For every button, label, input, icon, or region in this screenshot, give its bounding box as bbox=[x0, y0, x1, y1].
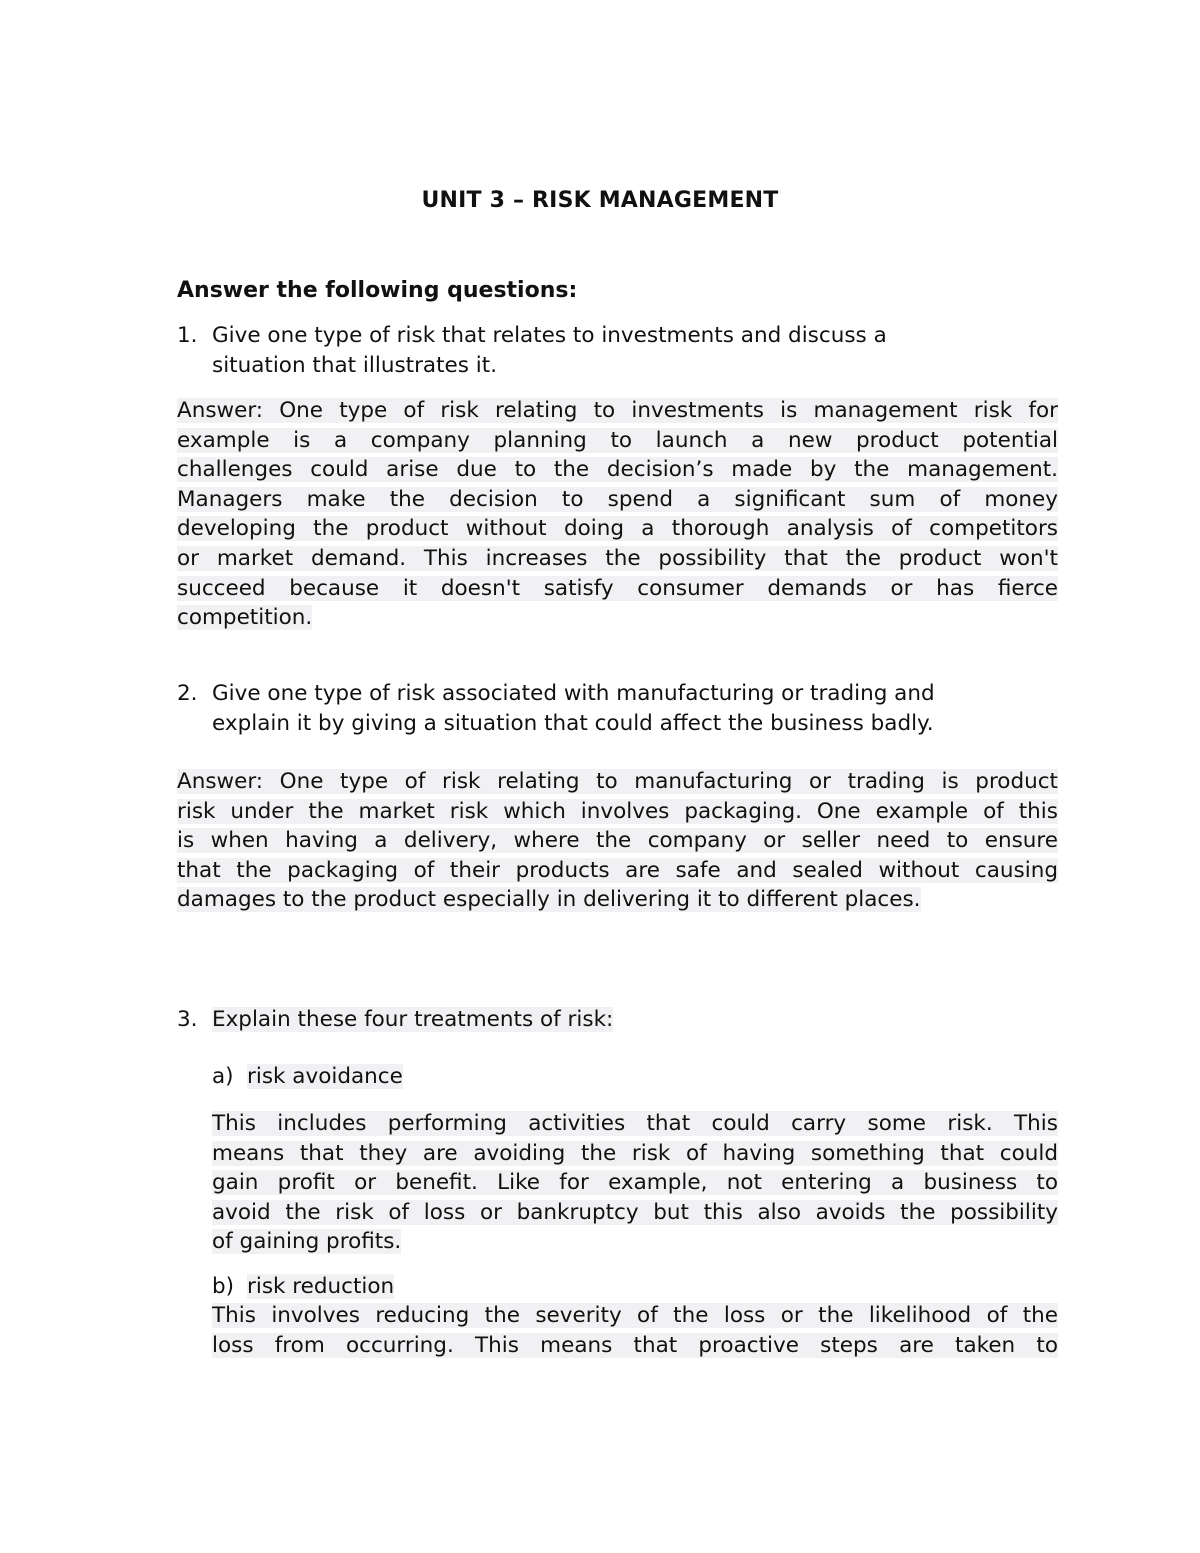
question-number: 2. bbox=[177, 681, 198, 706]
answer-1 bbox=[177, 396, 1058, 633]
answer-line: gain profit or benefit. Like for example, not entering a business to bbox=[212, 1170, 1058, 1196]
question-line: Give one type of risk associated with manufacturing or trading and bbox=[212, 681, 935, 706]
answer-line: example is a company planning to launch a new product potential bbox=[177, 427, 1058, 453]
answer-2 bbox=[177, 767, 1058, 915]
answer-line: This includes performing activities that could carry some risk. This bbox=[212, 1111, 1058, 1136]
answer-line: of gaining profits. bbox=[212, 1229, 402, 1255]
subitem-risk-avoidance bbox=[212, 1062, 403, 1092]
answer-line: is when having a delivery, where the company or seller need to ensure bbox=[177, 828, 1058, 854]
answer-line: succeed because it doesn't satisfy consumer demands or has fierce bbox=[177, 575, 1058, 601]
answer-line: developing the product without doing a thorough analysis of competitors bbox=[177, 516, 1058, 542]
subitem-label: risk reduction bbox=[247, 1274, 395, 1299]
question-line: situation that illustrates it. bbox=[212, 352, 498, 378]
answer-line: Answer: One type of risk relating to investments is management risk for bbox=[177, 398, 1058, 423]
answer-line: Answer: One type of risk relating to manufacturing or trading is product bbox=[177, 769, 1058, 794]
answer-line: or market demand. This increases the possibility that the product won't bbox=[177, 545, 1058, 571]
subitem-risk-reduction bbox=[212, 1272, 394, 1302]
answer-line: This involves reducing the severity of the loss or the likelihood of the bbox=[212, 1303, 1058, 1328]
subitem-letter: b) bbox=[212, 1274, 235, 1299]
subitem-label: risk avoidance bbox=[247, 1064, 403, 1089]
document-title: UNIT 3 – RISK MANAGEMENT bbox=[421, 188, 779, 213]
question-number: 3. bbox=[177, 1007, 198, 1032]
question-3 bbox=[177, 1005, 1057, 1035]
answer-line: damages to the product especially in delivering it to different places. bbox=[177, 887, 921, 913]
answer-line: competition. bbox=[177, 605, 313, 631]
question-line: explain it by giving a situation that could affect the business badly. bbox=[212, 710, 934, 736]
answer-line: avoid the risk of loss or bankruptcy but this also avoids the possibility bbox=[212, 1199, 1058, 1225]
question-line: Give one type of risk that relates to investments and discuss a bbox=[212, 323, 887, 348]
subitem-letter: a) bbox=[212, 1064, 234, 1089]
answer-line: challenges could arise due to the decision’s made by the management. bbox=[177, 457, 1058, 483]
answer-line: Managers make the decision to spend a significant sum of money bbox=[177, 486, 1058, 512]
answer-3a bbox=[212, 1109, 1058, 1257]
answer-line: that the packaging of their products are safe and sealed without causing bbox=[177, 857, 1058, 883]
question-1 bbox=[177, 321, 1057, 380]
answer-line: loss from occurring. This means that proactive steps are taken to bbox=[212, 1332, 1058, 1358]
answer-line: means that they are avoiding the risk of having something that could bbox=[212, 1140, 1058, 1166]
answer-3b bbox=[212, 1301, 1058, 1360]
question-line: Explain these four treatments of risk: bbox=[212, 1007, 614, 1032]
answer-line: risk under the market risk which involves packaging. One example of this bbox=[177, 798, 1058, 824]
instructions-heading: Answer the following questions: bbox=[177, 278, 578, 303]
question-number: 1. bbox=[177, 323, 198, 348]
question-2 bbox=[177, 679, 1057, 738]
